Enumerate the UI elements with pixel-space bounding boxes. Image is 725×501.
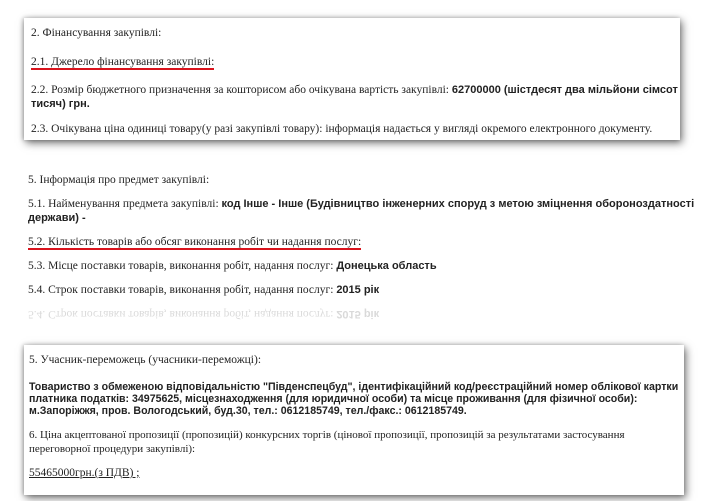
- subject-name-value: код Інше - Інше (Будівництво інженерних споруд з метою зміцнення обороноздатності: [221, 198, 695, 210]
- place-prefix: 5.3. Місце поставки товарів, виконання робіт, надання послуг:: [28, 260, 337, 272]
- budget-prefix: 2.2. Розмір бюджетного призначення за кошторисом або очікувана вартість закупівлі:: [31, 84, 452, 96]
- place-value: Донецька область: [336, 260, 437, 272]
- financing-heading: 2. Фінансування закупівлі:: [31, 27, 162, 39]
- budget-value-cont: тисяч) грн.: [31, 98, 90, 110]
- price-label-line1: 6. Ціна акцептованої пропозиції (пропозицій) конкурсних торгів (цінової пропозиції, пропозицій за результатами застосування: [29, 429, 625, 441]
- price-value-line: [29, 466, 139, 480]
- winner-panel: [24, 345, 684, 495]
- quantity-label: 5.2. Кількість товарів або обсяг виконання робіт чи надання послуг:: [28, 236, 362, 248]
- unit-price-line: 2.3. Очікувана ціна одиниці товару(у разі закупівлі товару): інформація надається у вигляді окремого електронного документу.: [31, 123, 653, 135]
- term-value: 2015 рік: [336, 284, 380, 296]
- subject-name-prefix: 5.1. Найменування предмета закупівлі:: [28, 198, 222, 210]
- winner-details-line3: м.Запоріжжя, пров. Вологодський, буд.30, тел.: 0612185749, тел./факс.: 0612185749.: [29, 405, 467, 417]
- financing-source-label: [31, 55, 214, 69]
- term-reflection-value: 2015 рік: [336, 308, 380, 320]
- financing-source-text: 2.1. Джерело фінансування закупівлі:: [31, 56, 215, 68]
- subject-heading: 5. Інформація про предмет закупівлі:: [28, 174, 210, 186]
- place-line: [28, 259, 437, 273]
- term-line-reflection: [28, 307, 379, 321]
- quantity-line: [28, 235, 361, 249]
- term-reflection-prefix: 5.4. Строк поставки товарів, виконання робіт, надання послуг:: [28, 308, 337, 320]
- financing-panel: [24, 18, 680, 140]
- winner-details-line1: Товариство з обмеженою відповідальністю "Південспецбуд", ідентифікаційний код/реєстраційний номер облікової картки: [29, 381, 679, 393]
- term-prefix: 5.4. Строк поставки товарів, виконання робіт, надання послуг:: [28, 284, 337, 296]
- winner-details-line2: платника податків: 34975625, місцезнаходження (для юридичної особи) та місце проживання (для фізичної особи):: [29, 393, 638, 405]
- subject-name-line: [28, 197, 694, 211]
- price-value: 55465000грн.(з ПДВ) ;: [29, 467, 140, 479]
- budget-value: 62700000 (шістдесят два мільйони сімсот: [451, 84, 678, 96]
- winner-heading: 5. Учасник-переможець (учасники-переможці):: [29, 354, 262, 366]
- price-label-line2: переговорної процедури закупівлі):: [29, 443, 196, 455]
- budget-line: [31, 83, 678, 97]
- term-line: [28, 283, 379, 297]
- subject-name-value-cont: держави) -: [28, 212, 86, 224]
